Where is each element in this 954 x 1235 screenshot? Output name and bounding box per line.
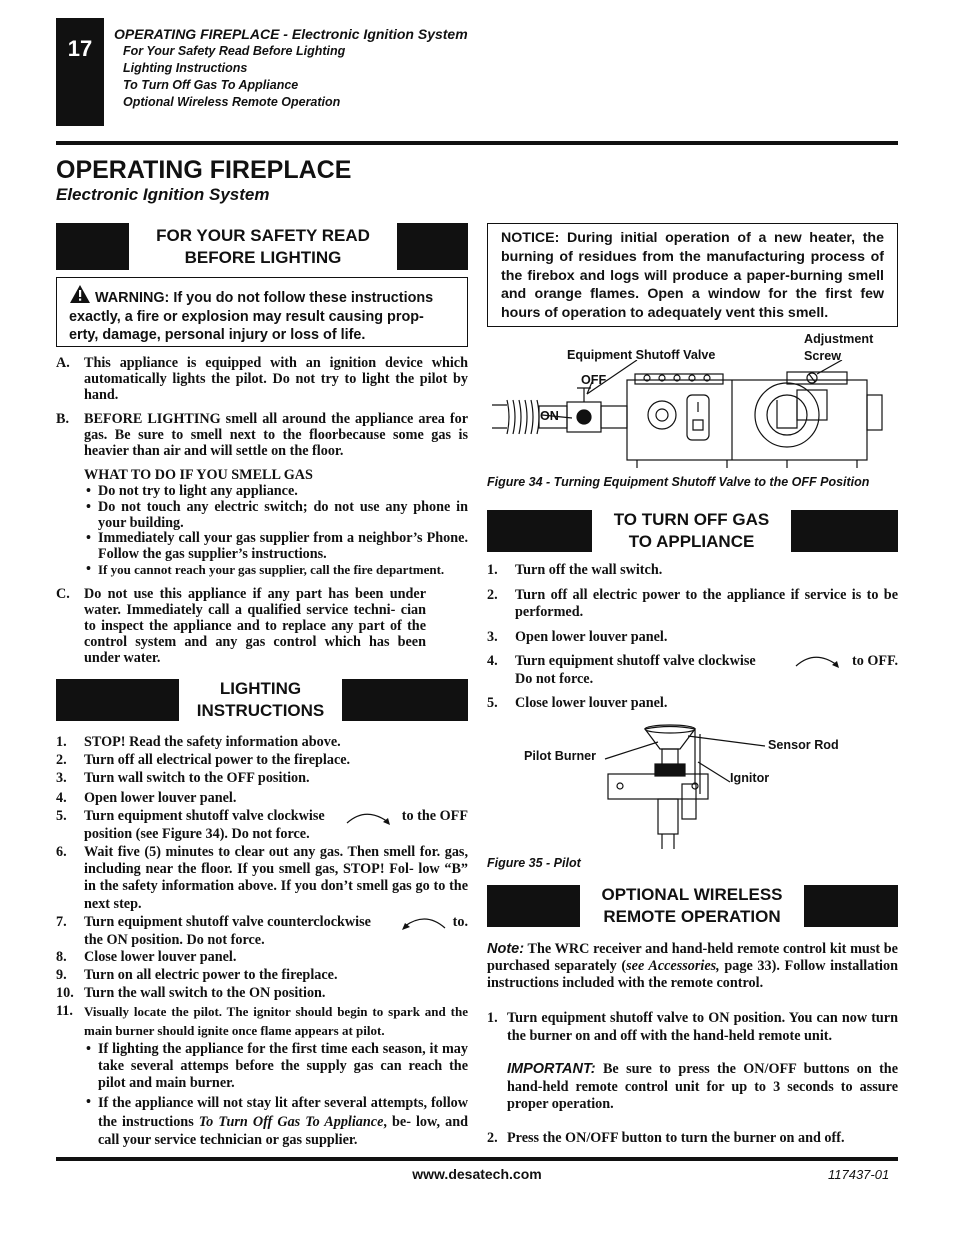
label-adjustment-screw: Adjustment Screw bbox=[804, 332, 874, 363]
lighting-step-tail: the ON position. Do not force. bbox=[84, 932, 265, 948]
lighting-step: Visually locate the pilot. The ignitor should begin to spark and the main burner should ignite once flame appears at pilot. bbox=[84, 1004, 468, 1038]
smell-gas-item: Do not touch any electric switch; do not use any phone in your building. bbox=[98, 499, 468, 531]
label-sensor-rod: Sensor Rod bbox=[768, 738, 839, 752]
top-divider bbox=[56, 141, 898, 145]
lighting-section-heading bbox=[56, 679, 468, 721]
safety-section-heading bbox=[56, 223, 468, 270]
smell-gas-item: If you cannot reach your gas supplier, call the fire department. bbox=[98, 562, 445, 577]
figure34-caption: Figure 34 - Turning Equipment Shutoff Valve to the OFF Position bbox=[487, 475, 870, 489]
lighting-step: Turn wall switch to the OFF position. bbox=[84, 770, 310, 786]
safety-item-c: Do not use this appliance if any part has been under water. Immediately call a qualified service techni- cian to inspect the appliance and to replace any part of the control system and any gas control which has been under water. bbox=[84, 586, 426, 666]
heading-bar bbox=[397, 223, 468, 270]
header-subtopic: Lighting Instructions bbox=[123, 61, 248, 75]
heading-line: LIGHTING bbox=[219, 679, 302, 698]
lighting-bullet: If the appliance will not stay lit after several attempts, follow the instructions To Turn Off Gas To Appliance, be- low, and call your service technician or gas supplier. bbox=[98, 1095, 468, 1148]
page-number: 17 bbox=[67, 36, 93, 61]
bottom-divider bbox=[56, 1157, 898, 1161]
label-pilot-burner: Pilot Burner bbox=[524, 749, 597, 763]
warning-box bbox=[56, 277, 468, 347]
item-label: C. bbox=[56, 586, 70, 602]
smell-gas-item: Do not try to light any appliance. bbox=[98, 483, 298, 499]
heading-line: OPTIONAL WIRELESS bbox=[601, 885, 783, 904]
turnoff-step: Turn off all electric power to the appliance if service is to be performed. bbox=[515, 587, 898, 620]
label-off: OFF bbox=[581, 373, 607, 387]
lighting-step-tail: to the OFF bbox=[401, 808, 468, 824]
heading-line: FOR YOUR SAFETY READ bbox=[156, 225, 370, 245]
smell-gas-item: Immediately call your gas supplier from a neighbor’s Phone. Follow the gas supplier’s instructions. bbox=[98, 530, 468, 562]
heading-bar bbox=[804, 885, 898, 927]
turnoff-step-tail: Do not force. bbox=[515, 671, 594, 687]
footer-doc-code: 117437-01 bbox=[828, 1167, 890, 1182]
label-on: ON bbox=[540, 409, 559, 423]
turnoff-step-tail: to OFF. bbox=[852, 653, 898, 669]
heading-bar bbox=[342, 679, 468, 721]
lighting-step: Open lower louver panel. bbox=[84, 790, 237, 806]
header-subtopic: To Turn Off Gas To Appliance bbox=[123, 78, 299, 92]
item-label: A. bbox=[56, 355, 70, 371]
wireless-important: IMPORTANT: Be sure to press the ON/OFF buttons on the hand-held remote control unit for up to 3 seconds to assure proper operation. bbox=[507, 1061, 898, 1112]
wireless-step: Turn equipment shutoff valve to ON position. You can now turn the burner on and off with the hand-held remote unit. bbox=[507, 1010, 898, 1044]
page-subtitle: Electronic Ignition System bbox=[56, 185, 270, 204]
heading-bar bbox=[487, 885, 580, 927]
heading-line: BEFORE LIGHTING bbox=[184, 247, 342, 267]
notice-box bbox=[487, 223, 898, 327]
warning-text: exactly, a fire or explosion may result causing prop- bbox=[69, 308, 424, 325]
header-title: OPERATING FIREPLACE - Electronic Ignition System bbox=[114, 26, 468, 42]
pilot-diagram bbox=[600, 724, 770, 854]
warning-label: WARNING: bbox=[95, 290, 170, 306]
lighting-step-tail: to. bbox=[452, 914, 468, 930]
lighting-step-tail: position (see Figure 34). Do not force. bbox=[84, 826, 310, 842]
lighting-step: Turn equipment shutoff valve counterclockwise bbox=[84, 914, 371, 930]
smell-gas-heading: WHAT TO DO IF YOU SMELL GAS bbox=[84, 467, 313, 483]
heading-bar bbox=[791, 510, 898, 552]
heading-bar bbox=[487, 510, 592, 552]
lighting-step: Turn the wall switch to the ON position. bbox=[84, 985, 326, 1001]
wireless-section-heading bbox=[487, 885, 898, 927]
lighting-step: Turn on all electric power to the fireplace. bbox=[84, 967, 338, 983]
heading-line: INSTRUCTIONS bbox=[196, 701, 325, 720]
lighting-step: Close lower louver panel. bbox=[84, 949, 237, 965]
lighting-step: STOP! Read the safety information above. bbox=[84, 734, 341, 750]
lighting-bullet: If lighting the appliance for the first time each season, it may take several attemps before the supply gas can reach the pilot and main burner. bbox=[98, 1041, 468, 1091]
footer-url[interactable]: www.desatech.com bbox=[412, 1166, 542, 1182]
safety-item-a: This appliance is equipped with an ignition device which automatically lights the pilot. Do not try to light the pilot by hand. bbox=[84, 355, 468, 403]
warning-text: If you do not follow these instructions bbox=[173, 290, 434, 306]
heading-line: REMOTE OPERATION bbox=[603, 907, 781, 926]
clockwise-arrow-icon bbox=[344, 808, 394, 828]
figure35-caption: Figure 35 - Pilot bbox=[487, 856, 581, 870]
turnoff-step: Open lower louver panel. bbox=[515, 629, 668, 645]
page-title: OPERATING FIREPLACE bbox=[56, 156, 352, 184]
heading-bar bbox=[56, 223, 129, 270]
notice-text: NOTICE: During initial operation of a new heater, the burning of residues from the manufacturing process of the firebox and logs will produce a paper-burning smell and orange flames. Open a window for the first few hours of operation to adequately vent this smell. bbox=[501, 230, 884, 322]
wireless-note: Note: The WRC receiver and hand-held remote control kit must be purchased separately (see Accessories, page 33). Follow installation instructions included with the remote control. bbox=[487, 941, 898, 992]
turnoff-section-heading bbox=[487, 510, 898, 552]
item-label: B. bbox=[56, 411, 70, 427]
warning-text: erty, damage, personal injury or loss of life. bbox=[69, 327, 366, 343]
header-subtopic: Optional Wireless Remote Operation bbox=[123, 95, 341, 109]
heading-line: TO APPLIANCE bbox=[628, 532, 755, 551]
wireless-step: Press the ON/OFF button to turn the burner on and off. bbox=[507, 1130, 845, 1146]
header-subtopic: For Your Safety Read Before Lighting bbox=[123, 44, 346, 58]
turnoff-step: Close lower louver panel. bbox=[515, 695, 668, 711]
heading-bar bbox=[56, 679, 179, 721]
safety-item-b: BEFORE LIGHTING smell all around the appliance area for gas. Be sure to smell next to the floorbecause some gas is heavier than air and will settle on the floor. bbox=[84, 411, 468, 459]
lighting-step: Turn equipment shutoff valve clockwise bbox=[84, 808, 325, 824]
lighting-step: Wait five (5) minutes to clear out any gas. Then smell for. gas, including near the floor. If you smell gas, STOP! Fol- low “B” in the safety information above. If you don’t smell gas go to the next step. bbox=[84, 844, 468, 912]
turnoff-step: Turn off the wall switch. bbox=[515, 562, 663, 578]
heading-line: TO TURN OFF GAS bbox=[613, 510, 770, 529]
gas-valve-diagram bbox=[487, 360, 897, 470]
page-number-tab bbox=[56, 18, 104, 126]
label-equipment-shutoff-valve: Equipment Shutoff Valve bbox=[567, 348, 716, 362]
warning-triangle-icon bbox=[69, 284, 91, 304]
turnoff-step: Turn equipment shutoff valve clockwise bbox=[515, 653, 756, 669]
label-ignitor: Ignitor bbox=[730, 771, 770, 785]
lighting-step: Turn off all electrical power to the fireplace. bbox=[84, 752, 351, 768]
clockwise-arrow-icon bbox=[793, 651, 843, 671]
